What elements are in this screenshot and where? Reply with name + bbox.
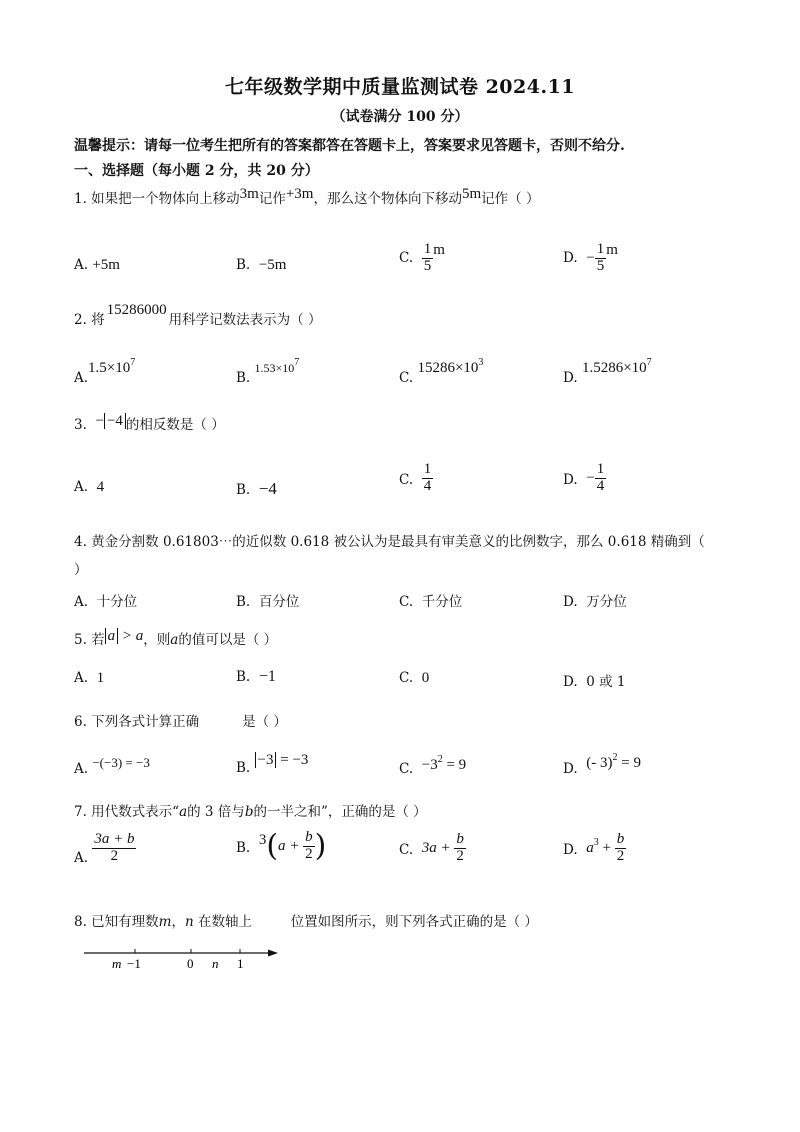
option-base: (- 3)	[586, 755, 613, 771]
label-zero: 0	[187, 956, 194, 971]
option-label: D.	[563, 761, 578, 777]
variable: n	[184, 914, 194, 930]
q6-prefix: 6. 下列各式计算正确	[74, 714, 200, 730]
q7-prefix: 7. 用代数式表示“	[74, 804, 180, 820]
q2-suffix: 用科学记数法表示为（ ）	[168, 312, 322, 328]
equation-rest: = 9	[442, 757, 467, 773]
option-label: C.	[399, 670, 414, 686]
numerator: 1	[423, 241, 432, 257]
option-value: 0 或 1	[586, 674, 626, 690]
q6-suffix: 是（ ）	[242, 714, 287, 730]
option-base: 1.5×10	[88, 360, 131, 376]
option-base: 1.53×10	[254, 361, 295, 375]
numerator: 1	[596, 241, 605, 257]
q7-option-d[interactable]	[563, 832, 626, 865]
question-6	[74, 710, 287, 730]
option-label: A.	[74, 479, 89, 495]
option-label: A.	[74, 594, 89, 610]
variable: b	[244, 804, 254, 820]
q6-option-d[interactable]	[563, 752, 641, 777]
option-label: C.	[399, 370, 414, 386]
option-value: 十分位	[96, 594, 138, 610]
q5-text: ，则	[143, 632, 171, 648]
right-paren: )	[314, 828, 327, 864]
label-neg1: −1	[127, 956, 141, 971]
q2-prefix: 2. 将	[74, 312, 105, 328]
option-term: 3a +	[421, 839, 455, 856]
absolute-value: −3	[255, 752, 277, 768]
q6-option-b[interactable]	[236, 752, 309, 776]
option-base: 15286×10	[417, 360, 479, 376]
q5-option-a[interactable]	[74, 670, 104, 687]
q1-value-down: 5m	[461, 186, 482, 202]
q8-mid: 在数轴上	[197, 914, 252, 930]
fraction	[454, 832, 466, 865]
equation-rest: = 9	[617, 755, 641, 771]
option-exponent: 2	[437, 754, 443, 765]
q6-option-a[interactable]	[74, 755, 150, 777]
q5-option-c[interactable]	[399, 670, 429, 687]
denominator: 5	[423, 257, 432, 274]
numerator: 1	[423, 461, 432, 477]
fraction	[595, 242, 607, 275]
denominator: 5	[596, 257, 605, 274]
q5-suffix: 的值可以是（ ）	[178, 632, 278, 648]
q2-option-c[interactable]	[399, 357, 484, 386]
q2-number: 15286000	[106, 302, 167, 318]
option-label: A.	[74, 761, 89, 777]
option-term: a +	[278, 837, 304, 854]
variable: a	[179, 804, 188, 820]
option-label: B.	[236, 760, 251, 776]
option-label: C.	[399, 841, 414, 858]
q1-option-a[interactable]	[74, 257, 120, 274]
option-label: C.	[399, 249, 414, 266]
option-label: B.	[236, 370, 251, 386]
q5-option-b[interactable]	[236, 668, 276, 686]
option-exponent: 7	[646, 357, 652, 368]
denominator: 2	[456, 847, 464, 864]
option-label: B.	[236, 257, 251, 273]
fraction	[303, 830, 315, 863]
q1-value-plus: +3m	[285, 186, 314, 202]
q3-suffix: 的相反数是（ ）	[125, 417, 225, 433]
fraction	[595, 462, 607, 495]
option-exponent: 7	[130, 357, 136, 368]
label-n: n	[212, 956, 219, 971]
option-value	[255, 752, 309, 768]
q3-option-c[interactable]	[399, 462, 433, 495]
q3-option-d[interactable]	[563, 462, 606, 495]
option-base: a	[586, 839, 594, 856]
question-4-line2: ）	[74, 562, 88, 578]
q2-option-b[interactable]	[236, 357, 300, 386]
q1-mid2: ，那么这个物体向下移动	[313, 191, 462, 207]
question-1	[74, 187, 539, 208]
option-value: −(−3) = −3	[92, 755, 150, 770]
option-value: 4	[96, 479, 105, 495]
option-value: 千分位	[421, 594, 463, 610]
variable: m	[158, 914, 172, 930]
option-label: A.	[74, 370, 89, 386]
section-heading: 一、选择题（每小题 2 分，共 20 分）	[74, 163, 319, 179]
numerator: b	[305, 829, 313, 845]
minus-sign: −	[586, 469, 595, 486]
numerator: b	[456, 831, 464, 847]
exam-title: 七年级数学期中质量监测试卷 2024.11	[224, 76, 576, 98]
q1-value-up: 3m	[239, 186, 259, 202]
question-7	[74, 800, 427, 820]
exam-tips: 温馨提示：请每一位考生把所有的答案都答在答题卡上，答案要求见答题卡，否则不给分.	[74, 138, 625, 154]
option-label: B.	[236, 839, 251, 856]
question-5	[74, 628, 277, 649]
q8-prefix: 8. 已知有理数	[74, 914, 159, 930]
fraction	[92, 832, 136, 865]
q2-option-d[interactable]	[563, 357, 652, 386]
option-label: D.	[563, 249, 578, 266]
option-label: D.	[563, 594, 578, 610]
q4-option-a[interactable]	[74, 590, 137, 610]
question-4: 4. 黄金分割数 0.61803⋯的近似数 0.618 被公认为是最具有审美意义的比例数字，那么 0.618 精确到（	[74, 534, 705, 550]
denominator: 2	[305, 845, 313, 862]
q2-option-a[interactable]	[74, 357, 136, 386]
option-value: 0	[421, 670, 430, 686]
question-2	[74, 302, 322, 329]
option-value: +5m	[92, 257, 120, 273]
q7-suffix: 的一半之和”，正确的是（ ）	[253, 804, 427, 820]
q8-suffix: 位置如图所示，则下列各式正确的是（ ）	[290, 914, 538, 930]
arrow-right-icon	[268, 950, 278, 957]
q3-prefix: 3.	[74, 417, 87, 433]
option-base: −3	[421, 757, 438, 773]
fraction	[615, 832, 627, 865]
q1-option-d[interactable]	[563, 242, 618, 275]
number-line	[80, 940, 290, 980]
option-label: D.	[563, 841, 578, 858]
unit: m	[433, 241, 445, 258]
question-8	[74, 910, 538, 930]
plus-sign: +	[598, 839, 615, 856]
option-value: 1	[96, 670, 105, 686]
label-m: m	[112, 956, 122, 971]
q5-prefix: 5. 若	[74, 632, 105, 648]
variable: a	[170, 632, 179, 648]
option-label: C.	[399, 761, 414, 777]
q7-option-b[interactable]	[236, 830, 326, 863]
fraction	[422, 242, 434, 275]
minus-sign: −	[95, 413, 104, 429]
option-label: D.	[563, 370, 578, 386]
option-value: −1	[258, 668, 276, 685]
q1-mid1: 记作	[258, 191, 286, 207]
q3-option-a[interactable]	[74, 479, 104, 496]
option-label: A.	[74, 670, 89, 686]
q1-option-b[interactable]	[236, 257, 286, 274]
denominator: 2	[110, 847, 119, 864]
comma: ，	[171, 914, 185, 930]
numerator: 1	[596, 461, 605, 477]
q1-suffix: 记作（ ）	[481, 191, 540, 207]
q6-option-c[interactable]	[399, 754, 467, 777]
option-exponent: 3	[478, 357, 484, 368]
option-label: C.	[399, 594, 414, 610]
option-label: A.	[74, 849, 89, 866]
q4-option-c[interactable]	[399, 590, 462, 610]
option-value: −4	[258, 479, 277, 498]
equation-rest: = −3	[276, 752, 309, 768]
fraction	[422, 462, 434, 495]
unit: m	[606, 241, 618, 258]
inequality: > a	[118, 628, 144, 644]
minus-sign: −	[586, 249, 595, 266]
denominator: 2	[616, 847, 625, 864]
option-value: −5m	[258, 257, 287, 273]
q3-expression	[95, 413, 125, 429]
option-value: 万分位	[586, 594, 627, 610]
absolute-value: −4	[104, 413, 126, 429]
denominator: 4	[423, 477, 432, 494]
left-paren: (	[266, 828, 279, 864]
q5-expression	[105, 628, 144, 644]
option-exponent: 2	[612, 752, 618, 763]
option-exponent: 7	[294, 357, 300, 368]
option-base: 1.5286×10	[581, 360, 647, 376]
q1-option-c[interactable]	[399, 242, 445, 275]
q7-option-c[interactable]	[399, 832, 466, 865]
option-label: D.	[563, 471, 578, 488]
option-label: B.	[236, 482, 251, 498]
option-label: B.	[236, 594, 251, 610]
exam-subtitle: （试卷满分 100 分）	[331, 109, 469, 125]
q1-prefix: 1. 如果把一个物体向上移动	[74, 191, 240, 207]
absolute-value: a	[105, 628, 119, 644]
q3-option-b[interactable]	[236, 479, 277, 499]
option-exponent: 3	[593, 836, 599, 848]
option-label: C.	[399, 471, 414, 488]
label-one: 1	[237, 956, 244, 971]
q7-option-a[interactable]	[74, 832, 136, 865]
question-3	[74, 413, 225, 434]
numerator: 3a + b	[94, 831, 135, 847]
q4-option-d[interactable]	[563, 590, 627, 610]
q7-mid: 的 3 倍与	[187, 804, 245, 820]
q5-option-d[interactable]	[563, 670, 626, 690]
q4-option-b[interactable]	[236, 590, 299, 610]
option-label: A.	[74, 257, 89, 273]
coefficient: 3	[258, 831, 267, 848]
option-label: B.	[236, 669, 251, 685]
option-label: D.	[563, 674, 578, 690]
option-value: 百分位	[258, 594, 300, 610]
numerator: b	[616, 831, 625, 847]
denominator: 4	[596, 477, 605, 494]
